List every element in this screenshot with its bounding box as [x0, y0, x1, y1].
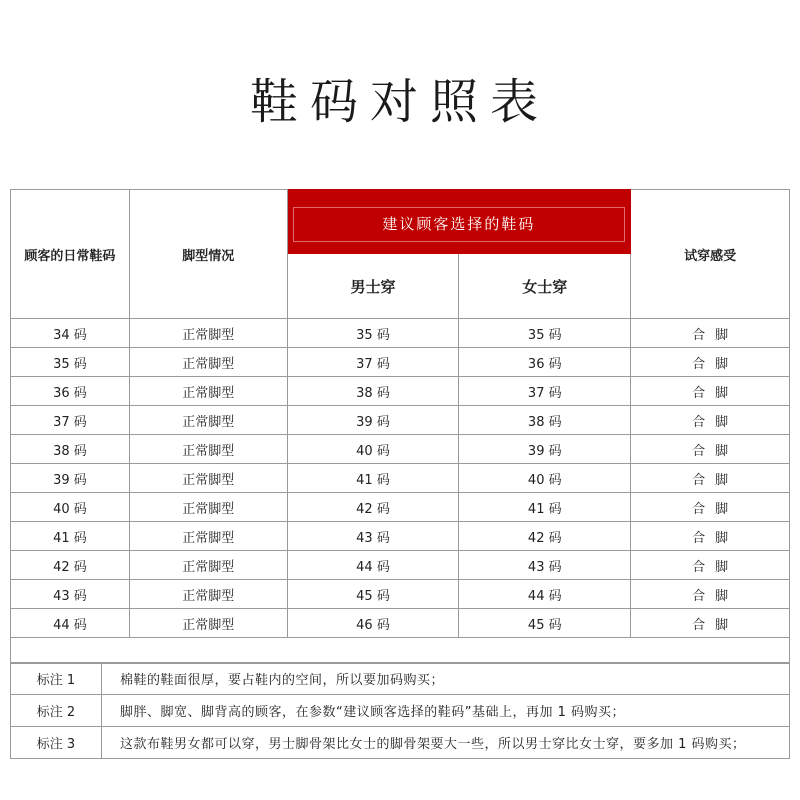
table-row — [11, 580, 790, 609]
notes-table — [10, 662, 790, 759]
table-row — [11, 406, 790, 435]
cell-daily-size: 36 码 — [11, 377, 130, 406]
cell-foot-type: 正常脚型 — [129, 319, 287, 348]
header-fit-feel: 试穿感受 — [631, 190, 790, 319]
size-rows — [11, 319, 790, 638]
cell-men-size: 41 码 — [287, 464, 459, 493]
cell-daily-size: 37 码 — [11, 406, 130, 435]
cell-men-size: 43 码 — [287, 522, 459, 551]
cell-foot-type: 正常脚型 — [129, 406, 287, 435]
cell-daily-size: 38 码 — [11, 435, 130, 464]
cell-daily-size: 42 码 — [11, 551, 130, 580]
cell-men-size: 42 码 — [287, 493, 459, 522]
note-text: 棉鞋的鞋面很厚，要占鞋内的空间，所以要加码购买； — [102, 663, 790, 695]
cell-women-size: 39 码 — [459, 435, 631, 464]
table-row — [11, 319, 790, 348]
table-row — [11, 435, 790, 464]
note-label: 标注 3 — [11, 727, 102, 759]
cell-fit-feel: 合脚 — [631, 580, 790, 609]
note-label: 标注 1 — [11, 663, 102, 695]
cell-women-size: 45 码 — [459, 609, 631, 638]
note-text: 脚胖、脚宽、脚背高的顾客，在参数“建议顾客选择的鞋码”基础上，再加 1 码购买； — [102, 695, 790, 727]
cell-men-size: 40 码 — [287, 435, 459, 464]
cell-women-size: 37 码 — [459, 377, 631, 406]
cell-men-size: 45 码 — [287, 580, 459, 609]
cell-daily-size: 39 码 — [11, 464, 130, 493]
cell-foot-type: 正常脚型 — [129, 348, 287, 377]
cell-foot-type: 正常脚型 — [129, 580, 287, 609]
cell-daily-size: 43 码 — [11, 580, 130, 609]
cell-foot-type: 正常脚型 — [129, 377, 287, 406]
cell-foot-type: 正常脚型 — [129, 464, 287, 493]
table-spacer-row — [11, 638, 790, 664]
cell-women-size: 42 码 — [459, 522, 631, 551]
cell-women-size: 43 码 — [459, 551, 631, 580]
table-row — [11, 493, 790, 522]
cell-fit-feel: 合脚 — [631, 348, 790, 377]
table-row — [11, 609, 790, 638]
size-chart-table — [10, 189, 790, 664]
cell-women-size: 38 码 — [459, 406, 631, 435]
cell-women-size: 41 码 — [459, 493, 631, 522]
cell-fit-feel: 合脚 — [631, 406, 790, 435]
header-suggested-size — [287, 190, 631, 254]
header-daily-size: 顾客的日常鞋码 — [11, 190, 130, 319]
header-foot-type: 脚型情况 — [129, 190, 287, 319]
note-text: 这款布鞋男女都可以穿，男士脚骨架比女士的脚骨架要大一些，所以男士穿比女士穿，要多加 1 码购买； — [102, 727, 790, 759]
cell-women-size: 36 码 — [459, 348, 631, 377]
header-men: 男士穿 — [287, 254, 459, 319]
cell-fit-feel: 合脚 — [631, 609, 790, 638]
table-row — [11, 464, 790, 493]
cell-fit-feel: 合脚 — [631, 522, 790, 551]
note-row — [11, 695, 790, 727]
cell-fit-feel: 合脚 — [631, 493, 790, 522]
cell-foot-type: 正常脚型 — [129, 435, 287, 464]
cell-fit-feel: 合脚 — [631, 551, 790, 580]
notes-rows — [11, 663, 790, 759]
cell-daily-size: 44 码 — [11, 609, 130, 638]
cell-fit-feel: 合脚 — [631, 435, 790, 464]
cell-foot-type: 正常脚型 — [129, 493, 287, 522]
cell-foot-type: 正常脚型 — [129, 609, 287, 638]
cell-foot-type: 正常脚型 — [129, 522, 287, 551]
cell-daily-size: 35 码 — [11, 348, 130, 377]
cell-fit-feel: 合脚 — [631, 319, 790, 348]
note-label: 标注 2 — [11, 695, 102, 727]
header-suggested-label: 建议顾客选择的鞋码 — [293, 207, 626, 242]
cell-men-size: 44 码 — [287, 551, 459, 580]
cell-women-size: 40 码 — [459, 464, 631, 493]
cell-fit-feel: 合脚 — [631, 377, 790, 406]
table-row — [11, 377, 790, 406]
cell-men-size: 38 码 — [287, 377, 459, 406]
cell-women-size: 44 码 — [459, 580, 631, 609]
page-title: 鞋码对照表 — [249, 74, 550, 130]
cell-fit-feel: 合脚 — [631, 464, 790, 493]
note-row — [11, 727, 790, 759]
note-row — [11, 663, 790, 695]
header-women: 女士穿 — [459, 254, 631, 319]
cell-men-size: 46 码 — [287, 609, 459, 638]
cell-women-size: 35 码 — [459, 319, 631, 348]
cell-men-size: 39 码 — [287, 406, 459, 435]
cell-men-size: 35 码 — [287, 319, 459, 348]
cell-men-size: 37 码 — [287, 348, 459, 377]
cell-daily-size: 41 码 — [11, 522, 130, 551]
cell-daily-size: 40 码 — [11, 493, 130, 522]
cell-foot-type: 正常脚型 — [129, 551, 287, 580]
table-row — [11, 348, 790, 377]
table-row — [11, 522, 790, 551]
table-row — [11, 551, 790, 580]
cell-daily-size: 34 码 — [11, 319, 130, 348]
